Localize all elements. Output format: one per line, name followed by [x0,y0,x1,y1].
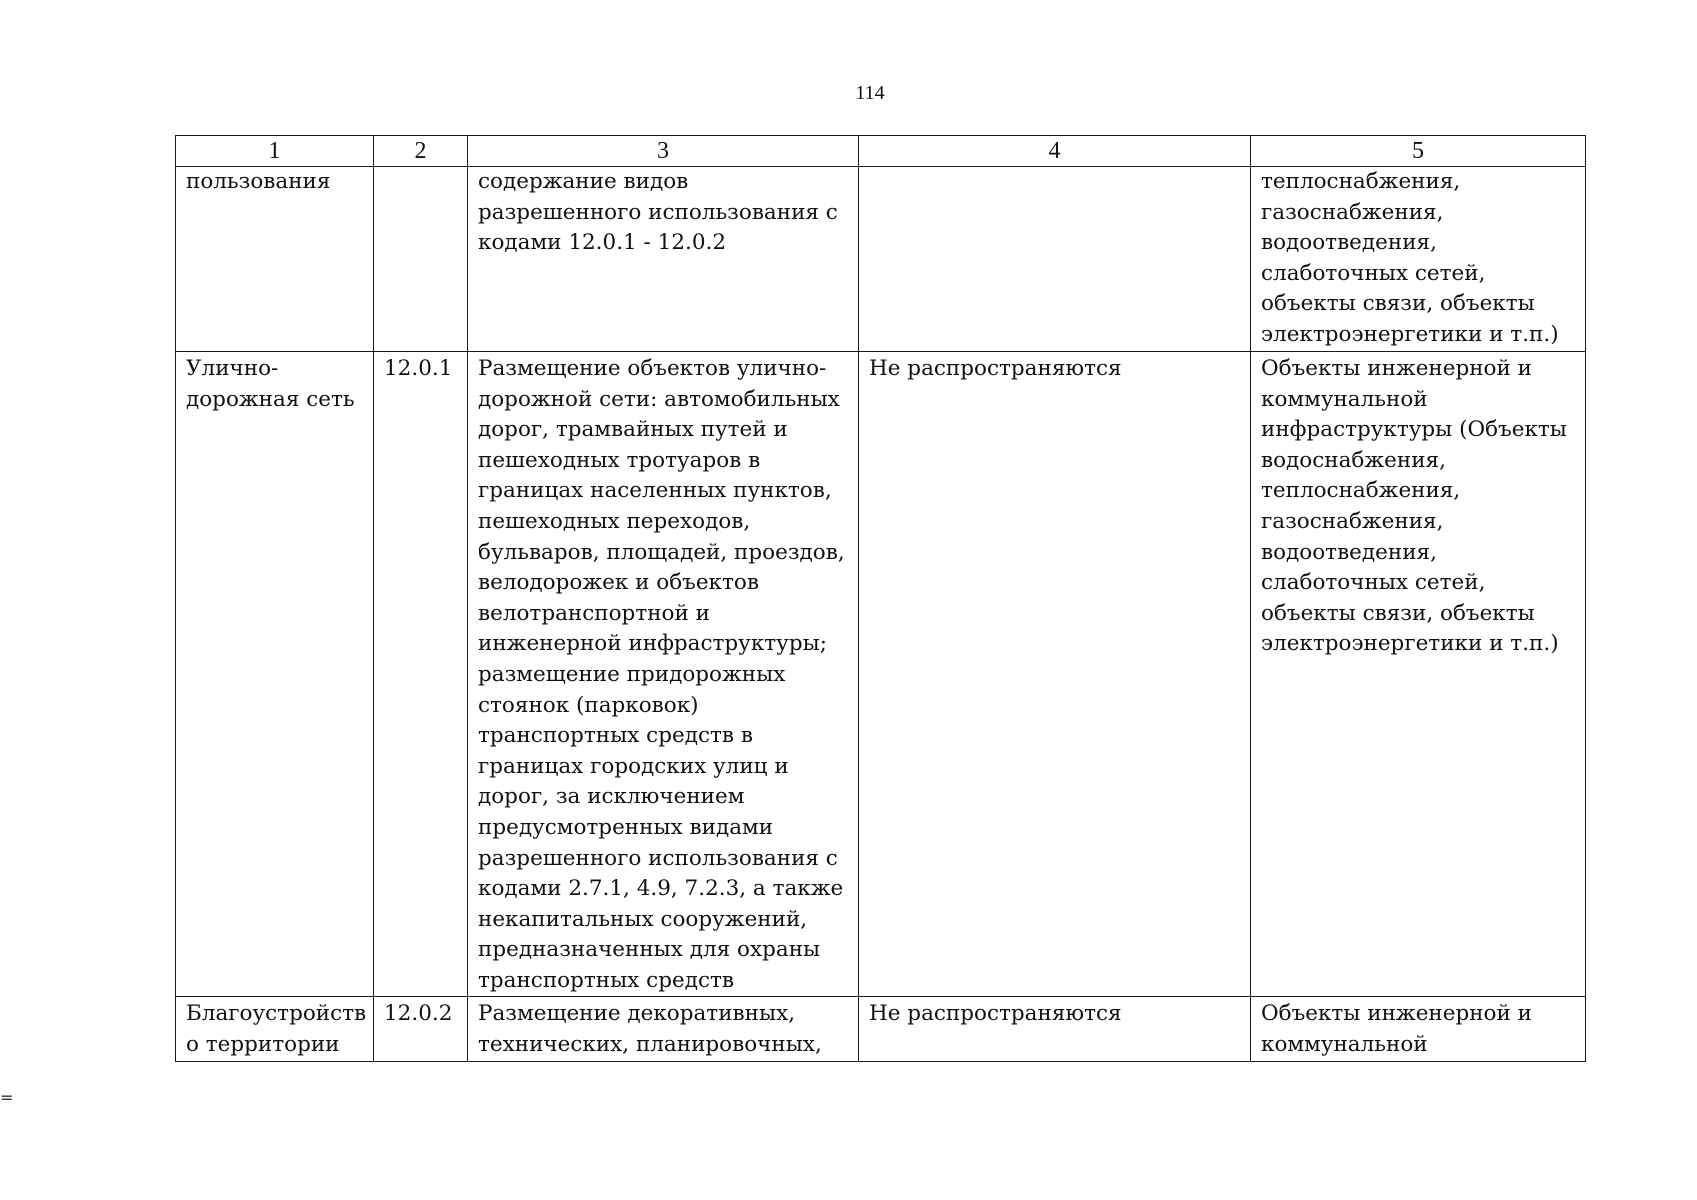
cell-text: 12.0.2 [384,1001,453,1027]
table-cell [176,352,374,997]
header-col-1: 1 [176,136,374,167]
cell-text: Размещение декоративных, технических, планировочных, [478,1001,822,1058]
cell-text: Улично- дорожная сеть [186,356,355,412]
header-col-5: 5 [1251,136,1586,167]
zoning-table [175,135,1586,1062]
cell-text: теплоснабжения, газоснабжения, водоотведения, слаботочных сетей, объекты связи, объекты электроэнергетики и т.п.) [1261,169,1559,347]
table-cell [859,167,1251,352]
cell-text: Размещение объектов улично- дорожной сети: автомобильных дорог, трамвайных путей и пешеходных тротуаров в границах населенных пунктов, пешеходных переходов, бульваров, площадей, проездов, велодорожек и объектов велотранспортной и инженерной инфраструктуры; размещение придорожных стоянок (парковок) транспортных средств в границах городских улиц и дорог, за исключением предусмотренных видами разрешенного использования с кодами 2.7.1, 4.9, 7.2.3, а также некапитальных сооружений, предназначенных для охраны транспортных средств [478,356,845,993]
cell-text: содержание видов разрешенного использования с кодами 12.0.1 - 12.0.2 [478,169,838,256]
table-cell [1251,167,1586,352]
scan-edge-mark: = [0,1088,14,1107]
header-col-3: 3 [468,136,859,167]
table-cell [374,167,468,352]
header-col-2: 2 [374,136,468,167]
cell-text: Благоустройств о территории [186,1001,367,1058]
table-row [176,352,1586,997]
table-cell [468,352,859,997]
table-cell [468,997,859,1061]
cell-text: Объекты инженерной и коммунальной инфраструктуры (Объекты водоснабжения, теплоснабжения, газоснабжения, водоотведения, слаботочных сетей, объекты связи, объекты электроэнергетики и т.п.) [1261,356,1567,657]
page-number: 114 [855,82,885,104]
table-cell [859,997,1251,1061]
cell-text: Не распространяются [869,1001,1122,1027]
cell-text: Объекты инженерной и коммунальной [1261,1001,1532,1058]
table-cell [1251,352,1586,997]
table-row [176,997,1586,1061]
cell-text: 12.0.1 [384,356,453,381]
table-cell [176,997,374,1061]
table-cell [176,167,374,352]
table-row [176,167,1586,352]
cell-text: пользования [186,169,331,194]
table-cell [859,352,1251,997]
table-cell [374,352,468,997]
table-cell [1251,997,1586,1061]
cell-text: Не распространяются [869,356,1122,381]
header-row [176,136,1586,167]
table-cell [468,167,859,352]
header-col-4: 4 [859,136,1251,167]
table-cell [374,997,468,1061]
